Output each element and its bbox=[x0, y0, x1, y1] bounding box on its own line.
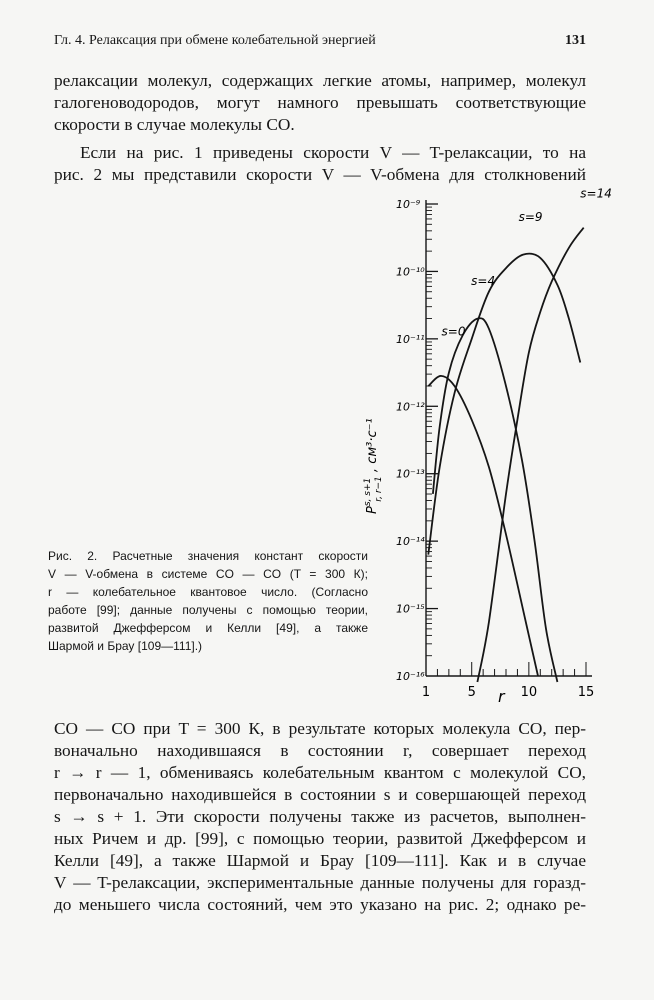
text-line: релаксации молекул, содержащих легкие атомы, например, молекул bbox=[54, 71, 586, 90]
caption-line: r — колебательное квантовое число. (Согласно bbox=[48, 585, 368, 599]
curve-s-0 bbox=[428, 376, 538, 676]
series-label: s=14 bbox=[580, 186, 612, 201]
chapter-title: Гл. 4. Релаксация при обмене колебательной энергией bbox=[54, 33, 376, 48]
text-line: скорости в случае молекулы CO. bbox=[54, 115, 295, 134]
caption-line: Рис. 2. Расчетные значения констант скорости bbox=[48, 549, 368, 563]
text-line: Келли [49], а также Шармой и Брау [109—111]. Как и в случае bbox=[54, 851, 586, 870]
y-tick-label: 10⁻¹³ bbox=[396, 467, 425, 481]
text-line: Если на рис. 1 приведены скорости V — T-релаксации, то на bbox=[80, 143, 586, 162]
text-line: галогеноводородов, могут намного превышать соответствующие bbox=[54, 93, 586, 112]
y-tick-label: 10⁻⁹ bbox=[396, 198, 421, 211]
text-line: первоначально находившейся в состоянии s и совершающей переход bbox=[54, 785, 586, 804]
x-axis-label: r bbox=[498, 687, 505, 706]
text-line: рис. 2 мы представили скорости V — V-обмена для столкновений bbox=[54, 165, 586, 184]
caption-line: V — V-обмена в системе CO — CO (T = 300 К); bbox=[48, 567, 368, 581]
y-tick-label: 10⁻¹⁶ bbox=[396, 670, 425, 683]
y-tick-label: 10⁻¹² bbox=[396, 400, 425, 414]
x-tick-label: 5 bbox=[467, 685, 476, 700]
y-tick-label: 10⁻¹⁴ bbox=[396, 535, 425, 549]
x-tick-label: 1 bbox=[421, 685, 431, 700]
y-tick-label: 10⁻¹⁰ bbox=[396, 265, 425, 279]
y-tick-label: 10⁻¹¹ bbox=[396, 332, 425, 346]
caption-line: работе [99]; данные получены с помощью теории, bbox=[48, 603, 368, 617]
text-line: CO — CO при T = 300 К, в результате которых молекула CO, пер- bbox=[54, 719, 586, 738]
text-line: ных Ричем и др. [99], с помощью теории, развитой Джефферсом и bbox=[54, 829, 586, 848]
series-label: s=4 bbox=[471, 273, 496, 288]
text-line: V — T-релаксации, экспериментальные данные получены для горазд- bbox=[54, 873, 586, 892]
x-tick-label: 15 bbox=[577, 685, 595, 700]
text-line: до меньшего числа состояний, чем это указано на рис. 2; однако ре- bbox=[54, 895, 586, 914]
caption-line: развитой Джефферсом и Келли [49], а также bbox=[48, 621, 368, 635]
text-line: r → r — 1, обмениваясь колебательным квантом с молекулой CO, bbox=[54, 763, 586, 782]
page-number: 131 bbox=[565, 33, 586, 48]
x-tick-label: 10 bbox=[520, 685, 538, 700]
text-line: воначально находившаяся в состоянии r, совершает переход bbox=[54, 741, 586, 760]
series-label: s=0 bbox=[441, 324, 466, 339]
curve-s-4 bbox=[433, 318, 558, 682]
running-head bbox=[54, 31, 586, 51]
curve-s-14 bbox=[477, 228, 583, 682]
series-label: s=9 bbox=[518, 209, 543, 224]
rate-constants-chart bbox=[360, 186, 612, 708]
y-tick-label: 10⁻¹⁵ bbox=[396, 602, 425, 616]
text-line: s → s + 1. Эти скорости получены также из расчетов, выполнен- bbox=[54, 807, 586, 826]
svg-text:Ps, s+1r, r−1 , см³·с⁻¹: $P^{s, s+1}r$, r−1 , см³·с⁻¹ bbox=[363, 418, 384, 514]
caption-line: Шармой и Брау [109—111].) bbox=[48, 639, 203, 653]
y-axis-label bbox=[363, 418, 384, 514]
